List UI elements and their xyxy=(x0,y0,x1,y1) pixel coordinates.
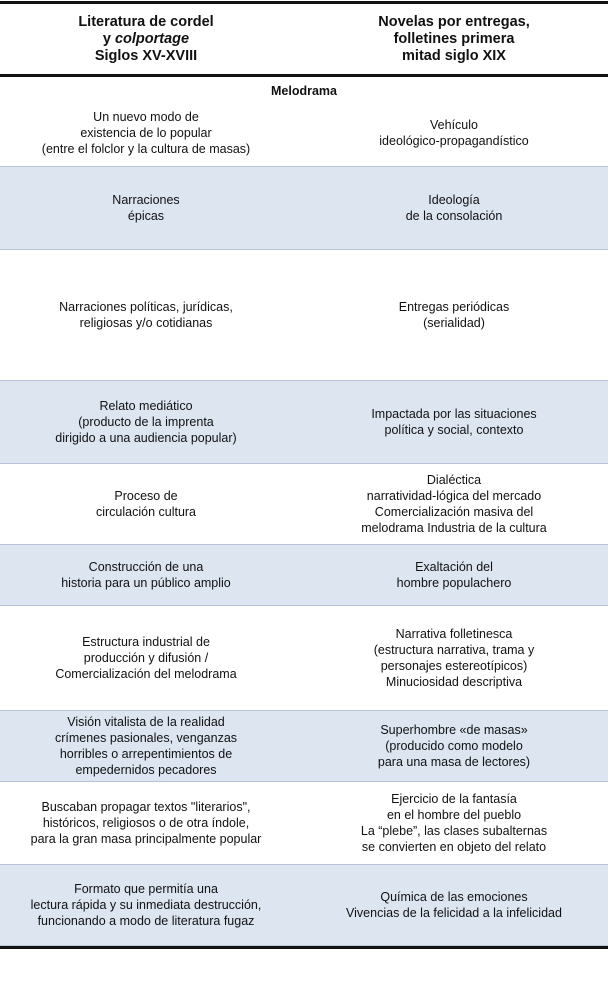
table-row xyxy=(0,166,608,250)
cell-line: Comercialización masiva del xyxy=(374,505,534,519)
cell-line: lectura rápida y su inmediata destrucción, xyxy=(30,898,262,912)
cell-line: Vivencias de la felicidad a la infelicidad xyxy=(346,906,562,920)
table-row xyxy=(0,380,608,464)
table-row xyxy=(0,864,608,946)
cell-line: épicas xyxy=(127,209,165,223)
bottom-rule xyxy=(0,946,608,949)
cell-line: Minuciosidad descriptiva xyxy=(385,675,523,689)
cell-line: Narraciones xyxy=(112,193,180,207)
cell-line: historia para un público amplio xyxy=(61,576,231,590)
cell-line: religiosas y/o cotidianas xyxy=(79,316,213,330)
header-rule xyxy=(0,74,608,77)
table-row xyxy=(0,782,608,864)
cell-line: para la gran masa principalmente popular xyxy=(30,832,262,846)
cell-line: en el hombre del pueblo xyxy=(386,808,522,822)
cell-line: dirigido a una audiencia popular) xyxy=(55,431,237,445)
cell-line: Buscaban propagar textos "literarios", xyxy=(41,800,251,814)
header-left-line-2: y colportage xyxy=(102,30,190,47)
row-6-left xyxy=(0,545,292,605)
header-right xyxy=(300,4,608,74)
row-3-right xyxy=(300,250,608,380)
cell-line: política y social, contexto xyxy=(384,423,524,437)
cell-line: para una masa de lectores) xyxy=(377,755,531,769)
table-row xyxy=(0,464,608,544)
cell-line: Ideología xyxy=(428,193,480,207)
header-left xyxy=(0,4,292,74)
cell-line: (producido como modelo xyxy=(385,739,523,753)
cell-line: producción y difusión / xyxy=(83,651,209,665)
row-10-right xyxy=(300,865,608,945)
cell-line: empedernidos pecadores xyxy=(75,763,217,777)
cell-line: Narrativa folletinesca xyxy=(395,627,513,641)
row-5-right xyxy=(300,464,608,544)
cell-line: circulación cultura xyxy=(95,505,197,519)
cell-line: (estructura narrativa, trama y xyxy=(373,643,535,657)
cell-line: (producto de la imprenta xyxy=(78,415,214,429)
table-row xyxy=(0,606,608,710)
row-2-left xyxy=(0,167,292,249)
row-8-left xyxy=(0,711,292,781)
cell-line: Ejercicio de la fantasía xyxy=(391,792,517,806)
cell-line: funcionando a modo de literatura fugaz xyxy=(37,914,255,928)
table-row xyxy=(0,544,608,606)
cell-line: La “plebe”, las clases subalternas xyxy=(360,824,548,838)
cell-line: Formato que permitía una xyxy=(74,882,218,896)
cell-line: hombre populachero xyxy=(396,576,512,590)
cell-line: Dialéctica xyxy=(426,473,482,487)
cell-line: Impactada por las situaciones xyxy=(371,407,537,421)
row-9-left xyxy=(0,782,292,864)
cell-line: Comercialización del melodrama xyxy=(55,667,237,681)
cell-line: Exaltación del xyxy=(415,560,493,574)
table-header xyxy=(0,4,608,74)
row-2-right xyxy=(300,167,608,249)
table-row xyxy=(0,100,608,166)
row-1-right xyxy=(300,100,608,166)
row-1-left xyxy=(0,100,292,166)
cell-line: Superhombre «de masas» xyxy=(380,723,528,737)
cell-line: personajes estereotípicos) xyxy=(380,659,528,673)
row-4-right xyxy=(300,381,608,463)
row-9-right xyxy=(300,782,608,864)
table-row xyxy=(0,250,608,380)
row-4-left xyxy=(0,381,292,463)
cell-line: Proceso de xyxy=(114,489,178,503)
row-7-right xyxy=(300,606,608,710)
cell-line: Narraciones políticas, jurídicas, xyxy=(59,300,233,314)
cell-line: Entregas periódicas xyxy=(398,300,510,314)
header-right-line-2: folletines primera xyxy=(393,30,515,47)
row-5-left xyxy=(0,464,292,544)
section-title: Melodrama xyxy=(271,84,337,98)
cell-line: históricos, religiosos o de otra índole, xyxy=(42,816,250,830)
cell-line: melodrama Industria de la cultura xyxy=(361,521,547,535)
cell-line: existencia de lo popular xyxy=(80,126,212,140)
cell-line: Relato mediático xyxy=(99,399,193,413)
header-left-line-1: Literatura de cordel xyxy=(78,13,214,30)
header-right-line-3: mitad siglo XIX xyxy=(402,47,506,64)
cell-line: horribles o arrepentimientos de xyxy=(59,747,233,761)
cell-line: Visión vitalista de la realidad xyxy=(67,715,225,729)
cell-line: Un nuevo modo de xyxy=(93,110,199,124)
cell-line: Química de las emociones xyxy=(380,890,528,904)
row-6-right xyxy=(300,545,608,605)
header-italic-word: colportage xyxy=(114,30,190,47)
row-3-left xyxy=(0,250,292,380)
row-8-right xyxy=(300,711,608,781)
cell-line: narratividad-lógica del mercado xyxy=(366,489,542,503)
row-10-left xyxy=(0,865,292,945)
header-right-line-1: Novelas por entregas, xyxy=(378,13,530,30)
cell-line: (serialidad) xyxy=(423,316,485,330)
cell-line: se convierten en objeto del relato xyxy=(361,840,547,854)
cell-line: Vehículo xyxy=(430,118,478,132)
cell-line: Estructura industrial de xyxy=(82,635,210,649)
cell-line: de la consolación xyxy=(405,209,503,223)
cell-line: crímenes pasionales, venganzas xyxy=(54,731,238,745)
cell-line: ideológico-propagandístico xyxy=(379,134,529,148)
cell-line: (entre el folclor y la cultura de masas) xyxy=(41,142,251,156)
header-left-line-3: Siglos XV-XVIII xyxy=(94,47,198,64)
row-7-left xyxy=(0,606,292,710)
table-row xyxy=(0,710,608,782)
cell-line: Construcción de una xyxy=(88,560,204,574)
